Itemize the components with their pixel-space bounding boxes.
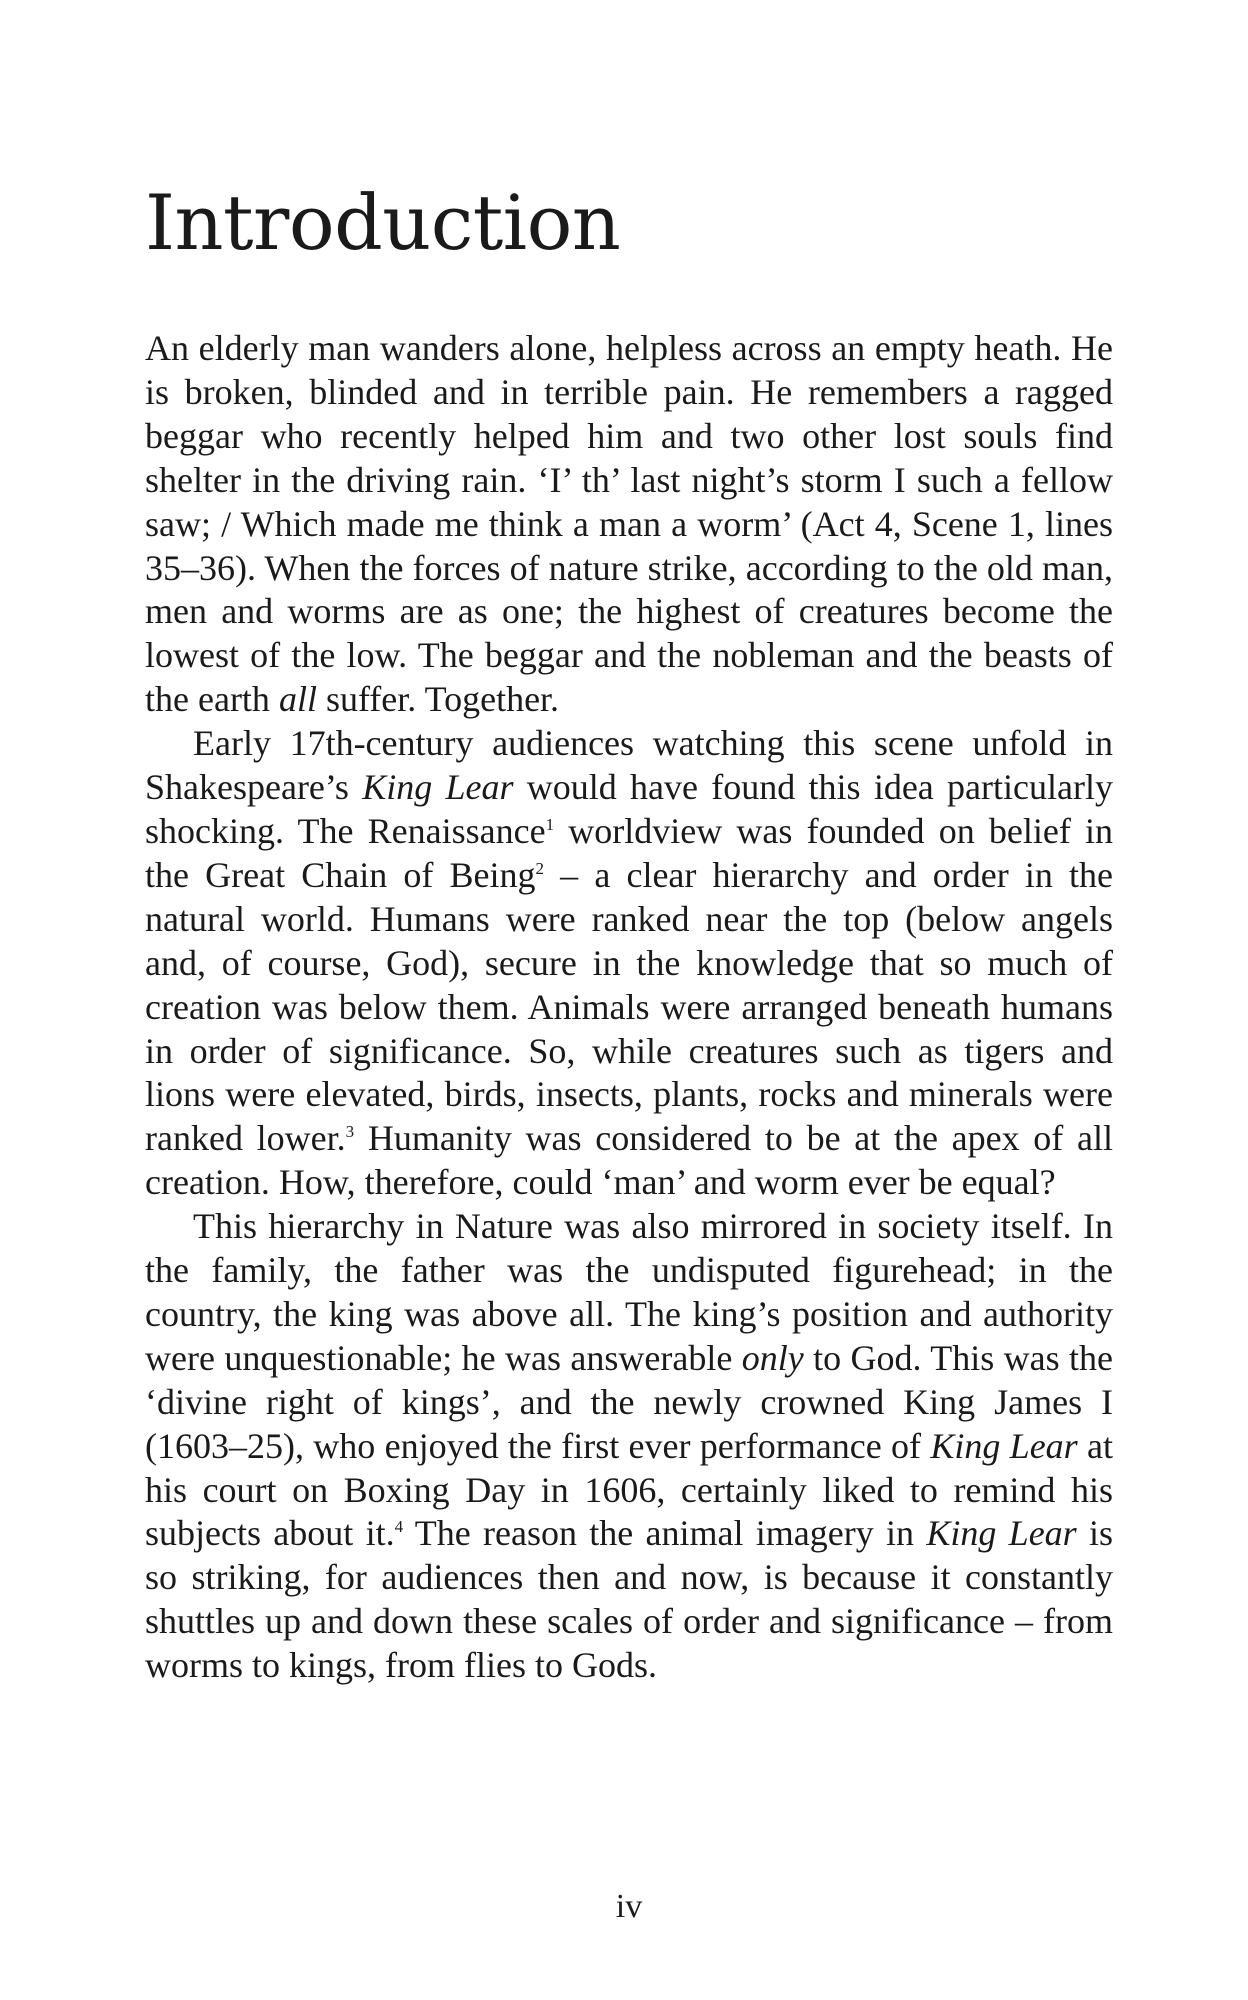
body-paragraph — [145, 327, 1113, 722]
text-run: – a clear hierarchy and order in the natural world. Humans were ranked near the top (below angels and, of course, God), secure in the knowledge that so much of creation was below them. Animals were arranged beneath humans in order of significance. So, while creatures such as tigers and lions were elevated, birds, insects, plants, rocks and minerals were ranked lower. — [145, 854, 1114, 1159]
text-run: Early 17th-century audiences watching this scene unfold in Shakespeare’s — [145, 723, 1113, 808]
book-page — [145, 0, 1113, 2000]
footnote-marker: 4 — [394, 1517, 404, 1537]
text-run: The reason the animal imagery in — [403, 1513, 927, 1554]
footnote-marker: 3 — [345, 1122, 355, 1142]
text-run: is so striking, for audiences then and now, is because it constantly shuttles up and down these scales of order and significance – from worms to kings, from flies to Gods. — [145, 1513, 1114, 1686]
text-run: This hierarchy in Nature was also mirrored in society itself. In the family, the father was the undisputed figurehead; in the country, the king was above all. The king’s position and authority were unquestionable; he was answerable — [145, 1206, 1113, 1378]
chapter-title: Introduction — [145, 178, 621, 267]
italic-text: King Lear — [930, 1425, 1078, 1466]
page-number: iv — [615, 1888, 643, 1925]
footnote-marker: 2 — [535, 858, 545, 878]
footnote-marker: 1 — [545, 814, 555, 834]
italic-text: King Lear — [362, 767, 514, 808]
italic-text: King Lear — [926, 1513, 1077, 1554]
text-run: worldview was founded on belief in the Great Chain of Being — [145, 810, 1114, 895]
body-paragraph — [145, 722, 1113, 1205]
text-run: suffer. Together. — [316, 679, 560, 720]
text-run: to God. This was the ‘divine right of kings’, and the newly crowned King James I (1603–25), who enjoyed the first ever performance of — [145, 1337, 1113, 1466]
body-paragraph — [145, 1205, 1113, 1688]
italic-text: only — [741, 1337, 804, 1378]
text-run: at his court on Boxing Day in 1606, certainly liked to remind his subjects about it. — [145, 1425, 1114, 1554]
italic-text: all — [278, 679, 317, 720]
text-run: An elderly man wanders alone, helpless across an empty heath. He is broken, blinded and in terrible pain. He remembers a ragged beggar who recently helped him and two other lost souls find shelter in the driving rain. ‘I’ th’ last night’s storm I such a fellow saw; / Which made me think a man a worm’ (Act 4, Scene 1, lines 35–36). When the forces of nature strike, according to the old man, men and worms are as one; the highest of creatures become the lowest of the low. The beggar and the nobleman and the beasts of the earth — [145, 328, 1113, 720]
text-run: Humanity was considered to be at the apex of all creation. How, therefore, could ‘man’ and worm ever be equal? — [145, 1118, 1113, 1203]
text-run: would have found this idea particularly shocking. The Renaissance — [145, 767, 1113, 851]
body-text — [145, 327, 1113, 1688]
